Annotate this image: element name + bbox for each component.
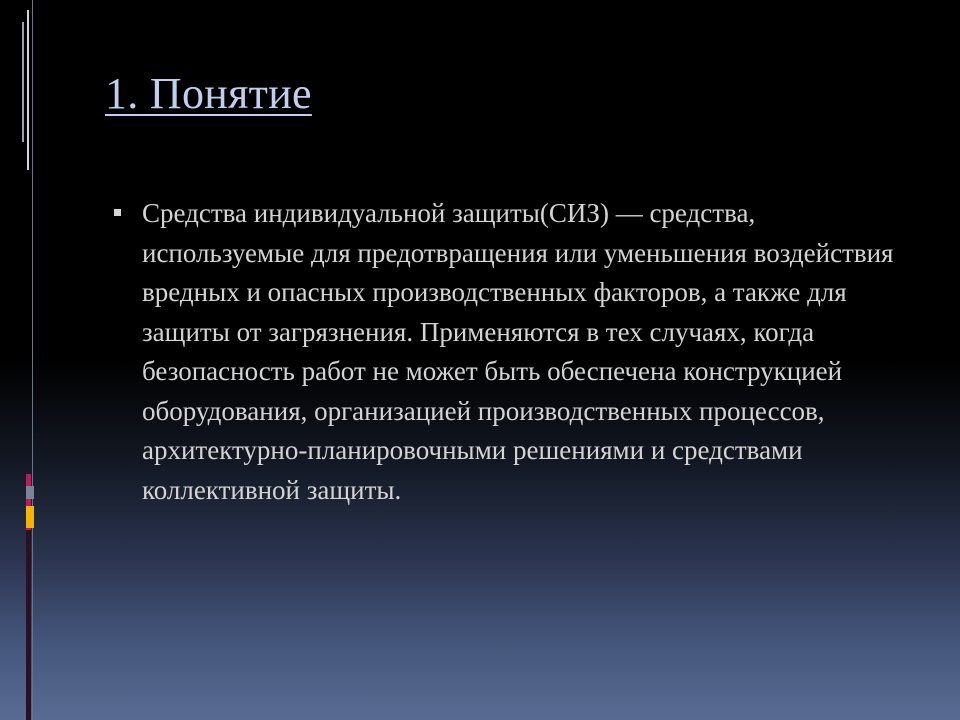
strip-divider-line bbox=[32, 0, 33, 720]
decor-square-grey bbox=[26, 486, 34, 499]
slide-title: 1. Понятие bbox=[105, 69, 312, 118]
decor-square-yellow bbox=[26, 506, 34, 528]
bullet-text: Средства индивидуальной защиты(СИЗ) — средства, используемые для предотвращения или уменьшения воздействия вредных и опасных производственных факторов, а также для защиты от загрязнения. Применяются в тех случаях, когда безопасность работ не может быть обеспечена конструкцией оборудования, организацией производственных процессов, архитектурно-планировочными решениями и средствами коллективной защиты. bbox=[142, 198, 894, 505]
decor-bar-dark bbox=[26, 530, 31, 720]
decor-bar-grey bbox=[22, 22, 24, 142]
decor-bar-white bbox=[27, 10, 29, 170]
left-decorative-strip bbox=[0, 0, 40, 720]
slide-body bbox=[112, 194, 902, 510]
bullet-item bbox=[112, 194, 902, 510]
square-bullet-icon bbox=[114, 209, 121, 216]
